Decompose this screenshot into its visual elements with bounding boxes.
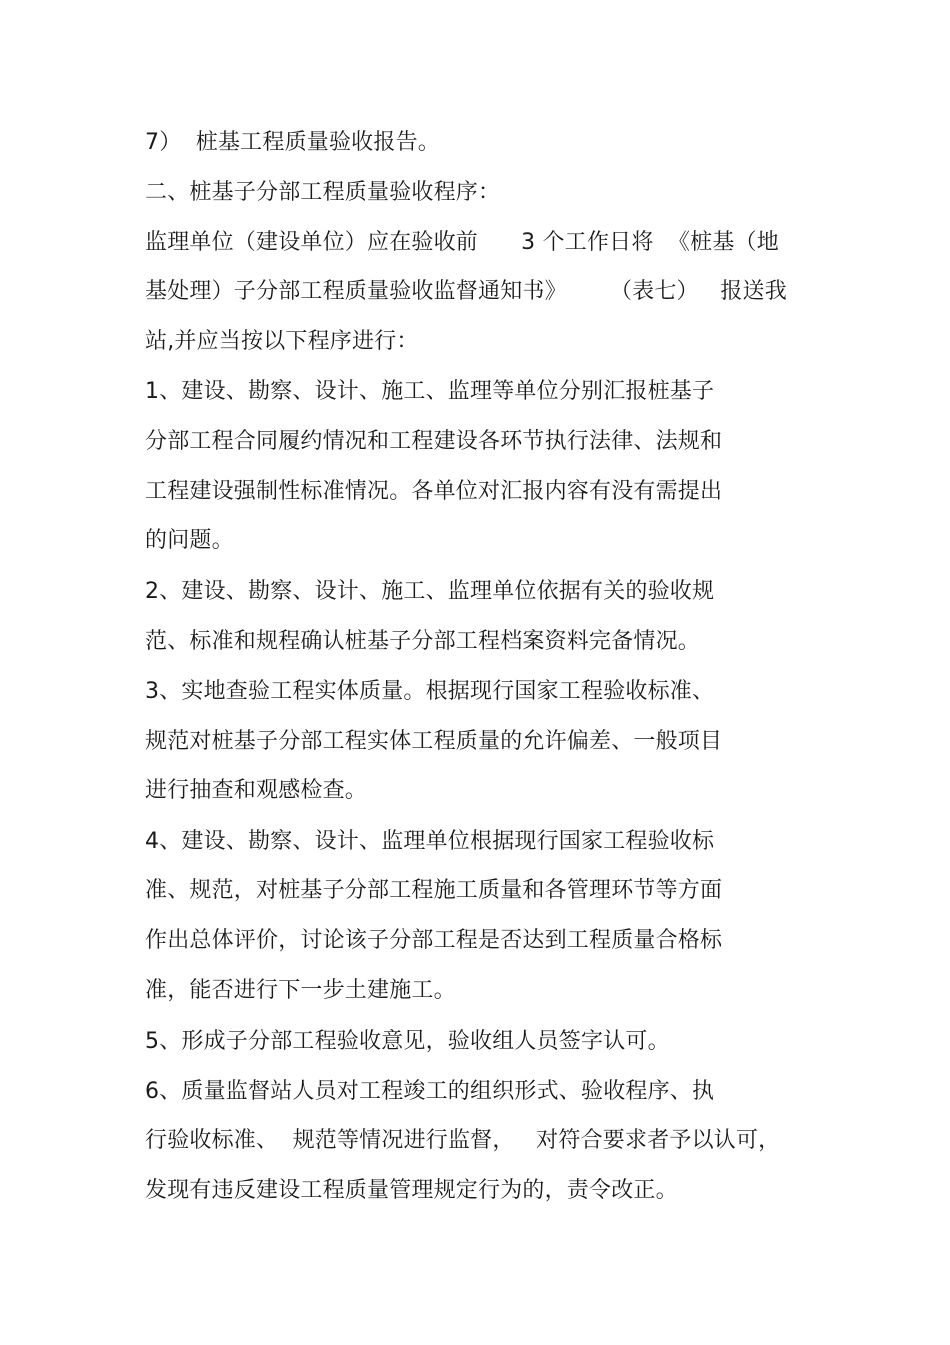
text-line: 站,并应当按以下程序进行： bbox=[145, 329, 419, 354]
text-line: 的问题。 bbox=[145, 528, 234, 553]
text-line: 发现有违反建设工程质量管理规定行为的，责令改正。 bbox=[145, 1178, 678, 1203]
text-line: 准、规范，对桩基子分部工程施工质量和各管理环节等方面 bbox=[145, 878, 723, 903]
text-line: 范、标准和规程确认桩基子分部工程档案资料完备情况。 bbox=[145, 629, 701, 654]
text-line: 监理单位（建设单位）应在验收前 3 个工作日将 《桩基（地 bbox=[145, 230, 779, 255]
text-line: 工程建设强制性标准情况。各单位对汇报内容有没有需提出 bbox=[145, 479, 723, 504]
text-line: 2、建设、勘察、设计、施工、监理单位依据有关的验收规 bbox=[145, 579, 715, 604]
text-line: 准，能否进行下一步土建施工。 bbox=[145, 978, 456, 1003]
text-line: 7） 桩基工程质量验收报告。 bbox=[145, 130, 440, 155]
text-line: 6、质量监督站人员对工程竣工的组织形式、验收程序、执 bbox=[145, 1079, 715, 1104]
text-line: 作出总体评价，讨论该子分部工程是否达到工程质量合格标 bbox=[145, 928, 723, 953]
text-line: 5、形成子分部工程验收意见，验收组人员签字认可。 bbox=[145, 1029, 670, 1054]
text-line: 3、实地查验工程实体质量。根据现行国家工程验收标准、 bbox=[145, 679, 715, 704]
text-line: 行验收标准、 规范等情况进行监督， 对符合要求者予以认可， bbox=[145, 1128, 781, 1153]
text-line: 4、建设、勘察、设计、监理单位根据现行国家工程验收标 bbox=[145, 829, 715, 854]
text-line: 进行抽查和观感检查。 bbox=[145, 778, 368, 803]
text-line: 分部工程合同履约情况和工程建设各环节执行法律、法规和 bbox=[145, 429, 723, 454]
text-line: 基处理）子分部工程质量验收监督通知书》 （表七） 报送我 bbox=[145, 279, 787, 304]
text-line: 二、桩基子分部工程质量验收程序： bbox=[145, 180, 501, 205]
text-line: 1、建设、勘察、设计、施工、监理等单位分别汇报桩基子 bbox=[145, 379, 715, 404]
text-line: 规范对桩基子分部工程实体工程质量的允许偏差、一般项目 bbox=[145, 729, 723, 754]
